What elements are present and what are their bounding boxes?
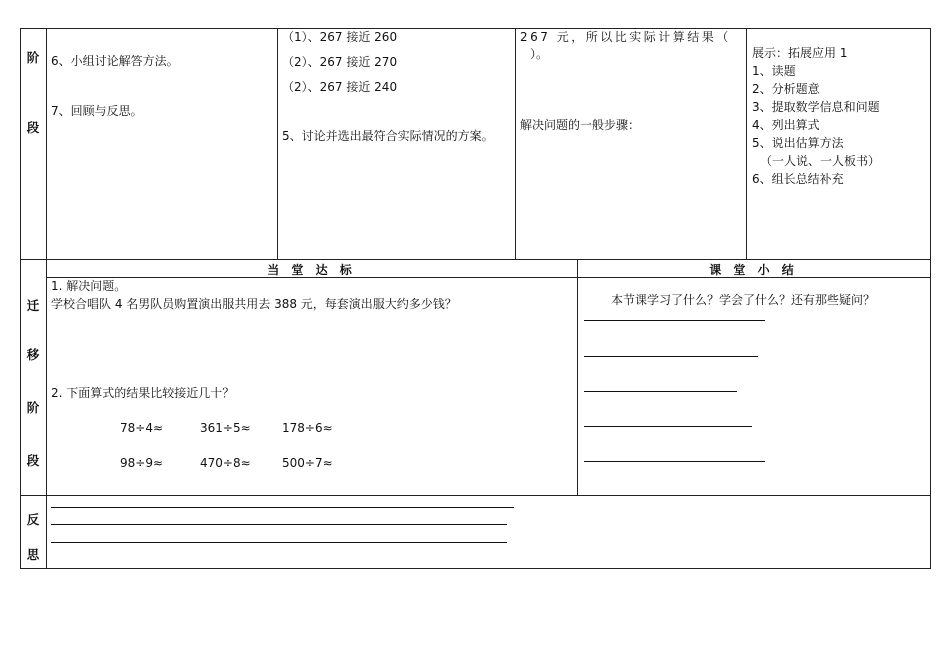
list-item: 5、说出估算方法	[752, 136, 844, 150]
expression: 98÷9≈	[120, 456, 164, 470]
stage-char: 段	[26, 120, 40, 135]
top-col-divider-3	[746, 28, 747, 259]
table-bottom-border	[20, 568, 930, 569]
stage-char: 移	[26, 347, 40, 362]
step-7-text: 7、回顾与反思。	[51, 104, 143, 118]
expression: 178÷6≈	[282, 421, 333, 435]
answer-line	[584, 391, 737, 392]
row-divider-2	[20, 495, 930, 496]
step-5-text: 5、讨论并选出最符合实际情况的方案。	[282, 129, 494, 143]
row-divider-1	[20, 259, 930, 260]
stage-char: 迁	[26, 298, 40, 313]
table-right-border	[930, 28, 931, 569]
answer-line	[584, 426, 752, 427]
list-item: 3、提取数学信息和问题	[752, 100, 880, 114]
expression: 500÷7≈	[282, 456, 333, 470]
stage-char: 反	[26, 512, 40, 527]
table-top-border	[20, 28, 930, 29]
stage-char: 思	[26, 547, 40, 562]
reflection-line	[51, 542, 507, 543]
list-item: （一人说、一人板书）	[760, 154, 881, 168]
expression: 361÷5≈	[200, 421, 251, 435]
option-1: （1）、267 接近 260	[282, 30, 398, 44]
top-col-divider-1	[277, 28, 278, 259]
list-item: 2、分析题意	[752, 82, 820, 96]
reflection-line	[51, 524, 507, 525]
stage-char: 阶	[26, 400, 40, 415]
expression: 470÷8≈	[200, 456, 251, 470]
question-1-title: 1. 解决问题。	[51, 279, 127, 293]
middle-col-divider	[577, 259, 578, 495]
stage-char: 阶	[26, 50, 40, 65]
question-1-text: 学校合唱队 4 名男队员购置演出服共用去 388 元，每套演出服大约多少钱？	[51, 297, 457, 311]
stage-char: 段	[26, 453, 40, 468]
display-heading: 展示：拓展应用 1	[752, 46, 848, 60]
option-3: （2）、267 接近 240	[282, 80, 398, 94]
header-classroom-target: 当 堂 达 标	[267, 263, 356, 277]
comparison-text-end: ）。	[530, 47, 549, 61]
list-item: 4、列出算式	[752, 118, 820, 132]
list-item: 6、组长总结补充	[752, 172, 844, 186]
summary-question: 本节课学习了什么？学会了什么？还有那些疑问？	[611, 293, 876, 307]
comparison-text: 267 元，所以比实际计算结果（	[520, 30, 731, 44]
answer-line	[584, 461, 765, 462]
expression: 78÷4≈	[120, 421, 164, 435]
question-2-title: 2. 下面算式的结果比较接近几十？	[51, 386, 235, 400]
general-steps-heading: 解决问题的一般步骤：	[520, 118, 641, 132]
step-6-text: 6、小组讨论解答方法。	[51, 54, 179, 68]
answer-line	[584, 320, 765, 321]
header-classroom-summary: 课 堂 小 结	[709, 263, 798, 277]
reflection-line	[51, 507, 514, 508]
list-item: 1、读题	[752, 64, 796, 78]
option-2: （2）、267 接近 270	[282, 55, 398, 69]
stage-column-border	[46, 28, 47, 569]
answer-line	[584, 356, 758, 357]
top-col-divider-2	[515, 28, 516, 259]
